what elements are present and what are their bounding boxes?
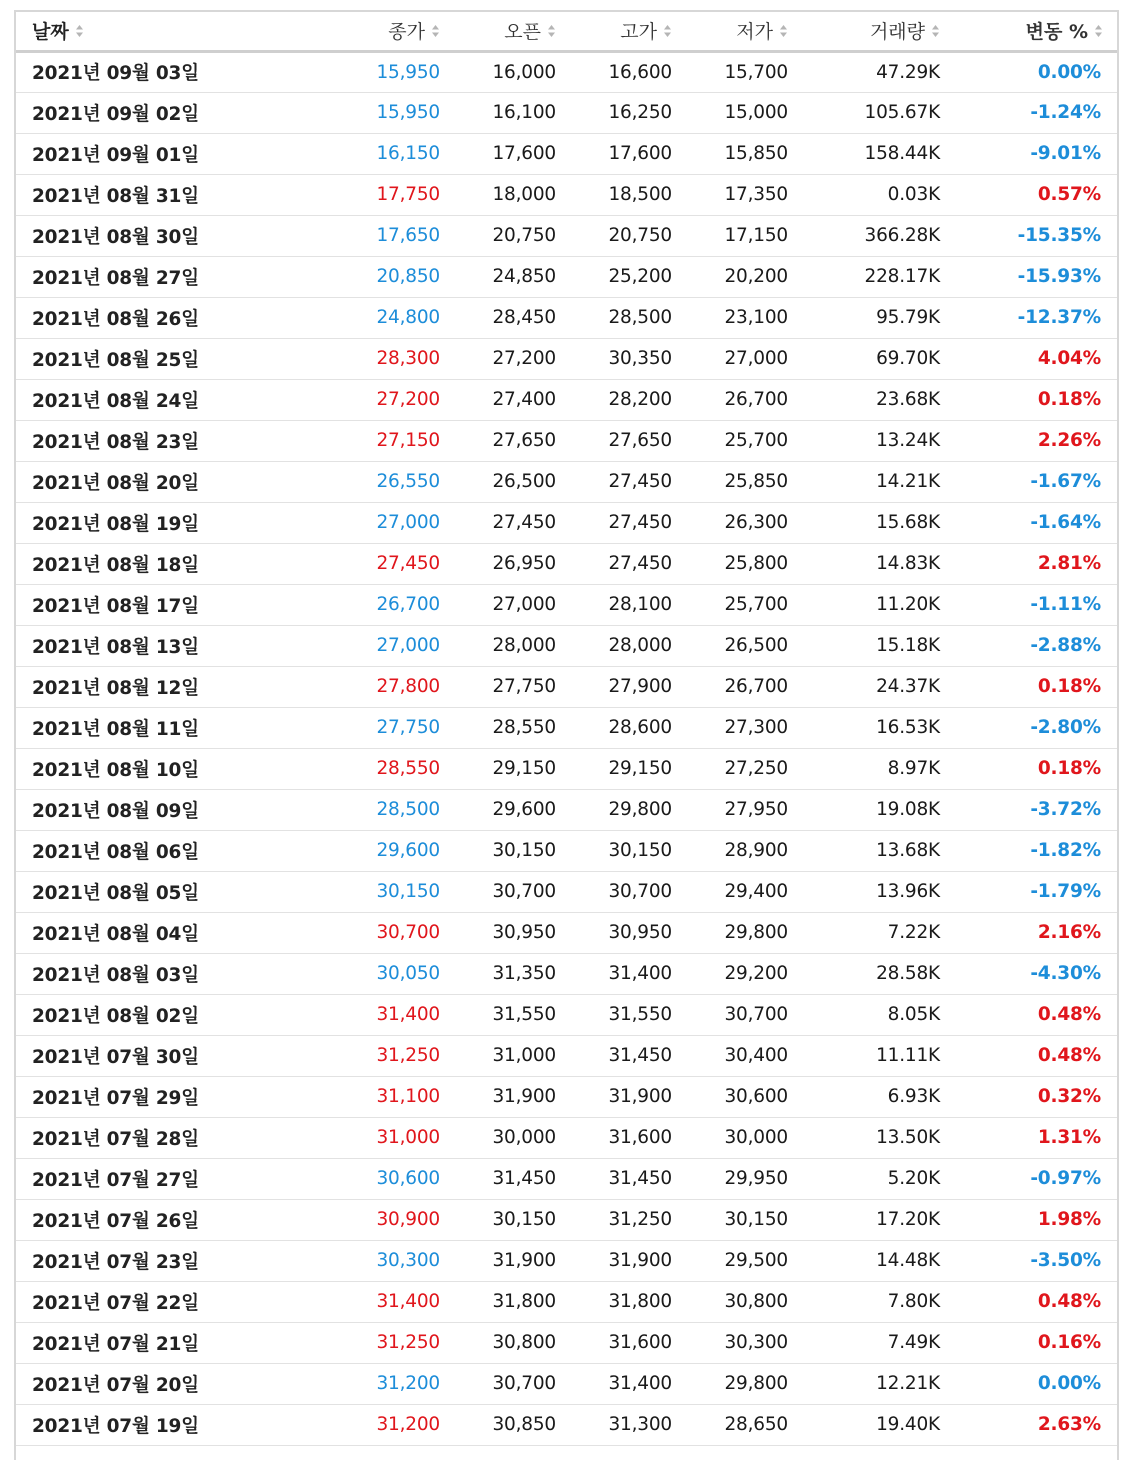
cell-change: -1.67% [940, 461, 1117, 502]
cell-change: 0.18% [940, 379, 1117, 420]
cell-low: 29,400 [672, 871, 788, 912]
cell-low: 29,950 [672, 1158, 788, 1199]
cell-date: 2021년 09월 03일 [16, 51, 336, 92]
cell-low: 15,000 [672, 92, 788, 133]
cell-low: 17,150 [672, 215, 788, 256]
cell-open: 20,750 [440, 215, 556, 256]
cell-open: 26,500 [440, 461, 556, 502]
column-header-label: 고가 [620, 21, 657, 44]
table-row [16, 1281, 1117, 1322]
cell-open: 27,450 [440, 502, 556, 543]
cell-low: 26,700 [672, 379, 788, 420]
cell-date: 2021년 08월 10일 [16, 748, 336, 789]
cell-close: 30,300 [336, 1240, 440, 1281]
cell-open: 27,400 [440, 379, 556, 420]
cell-change: 4.04% [940, 338, 1117, 379]
cell-high: 31,600 [556, 1322, 672, 1363]
cell-low: 29,500 [672, 1240, 788, 1281]
column-header-label: 거래량 [869, 21, 925, 44]
cell-high: 27,450 [556, 502, 672, 543]
column-header-low[interactable] [672, 12, 788, 51]
cell-open: 17,600 [440, 133, 556, 174]
cell-low: 30,600 [672, 1076, 788, 1117]
cell-close: 15,950 [336, 92, 440, 133]
cell-open: 29,600 [440, 789, 556, 830]
cell-change: -4.30% [940, 953, 1117, 994]
cell-high: 28,000 [556, 625, 672, 666]
cell-high: 31,800 [556, 1281, 672, 1322]
cell-change: 0.48% [940, 1035, 1117, 1076]
cell-open: 30,850 [440, 1404, 556, 1445]
cell-date: 2021년 07월 27일 [16, 1158, 336, 1199]
table-row [16, 297, 1117, 338]
table-header-row [16, 12, 1117, 51]
cell-low: 30,000 [672, 1117, 788, 1158]
historical-data-table-container [14, 10, 1119, 1460]
cell-date: 2021년 08월 31일 [16, 174, 336, 215]
cell-close: 31,000 [336, 1117, 440, 1158]
cell-change: 1.31% [940, 1117, 1117, 1158]
cell-date: 2021년 08월 18일 [16, 543, 336, 584]
cell-change: -15.93% [940, 256, 1117, 297]
cell-open: 28,450 [440, 297, 556, 338]
cell-date: 2021년 08월 09일 [16, 789, 336, 830]
cell-open: 16,000 [440, 51, 556, 92]
cell-change: -1.82% [940, 830, 1117, 871]
cell-low: 28,650 [672, 1404, 788, 1445]
cell-high: 28,200 [556, 379, 672, 420]
cell-close: 27,000 [336, 625, 440, 666]
cell-volume: 5.20K [788, 1158, 940, 1199]
cell-high: 20,750 [556, 215, 672, 256]
cell-low: 27,250 [672, 748, 788, 789]
historical-data-table [16, 12, 1117, 1446]
cell-high: 27,450 [556, 461, 672, 502]
cell-open: 26,950 [440, 543, 556, 584]
cell-low: 27,300 [672, 707, 788, 748]
cell-volume: 366.28K [788, 215, 940, 256]
cell-date: 2021년 08월 03일 [16, 953, 336, 994]
cell-close: 28,550 [336, 748, 440, 789]
cell-volume: 0.03K [788, 174, 940, 215]
cell-open: 30,800 [440, 1322, 556, 1363]
cell-date: 2021년 08월 05일 [16, 871, 336, 912]
column-header-label: 변동 % [1025, 21, 1088, 44]
cell-high: 16,600 [556, 51, 672, 92]
table-row [16, 1117, 1117, 1158]
cell-close: 29,600 [336, 830, 440, 871]
table-row [16, 1322, 1117, 1363]
table-row [16, 215, 1117, 256]
cell-change: -2.88% [940, 625, 1117, 666]
cell-high: 31,400 [556, 953, 672, 994]
cell-volume: 47.29K [788, 51, 940, 92]
cell-open: 30,150 [440, 1199, 556, 1240]
cell-close: 30,700 [336, 912, 440, 953]
table-row [16, 666, 1117, 707]
table-row [16, 92, 1117, 133]
cell-volume: 15.18K [788, 625, 940, 666]
cell-high: 29,800 [556, 789, 672, 830]
cell-volume: 24.37K [788, 666, 940, 707]
cell-open: 27,000 [440, 584, 556, 625]
cell-volume: 16.53K [788, 707, 940, 748]
column-header-label: 저가 [736, 21, 773, 44]
cell-high: 27,650 [556, 420, 672, 461]
cell-close: 30,050 [336, 953, 440, 994]
cell-volume: 7.22K [788, 912, 940, 953]
cell-open: 30,700 [440, 871, 556, 912]
cell-volume: 228.17K [788, 256, 940, 297]
cell-date: 2021년 08월 11일 [16, 707, 336, 748]
cell-volume: 12.21K [788, 1363, 940, 1404]
sort-icon[interactable] [663, 24, 672, 38]
cell-date: 2021년 08월 04일 [16, 912, 336, 953]
cell-high: 31,450 [556, 1035, 672, 1076]
cell-change: 0.57% [940, 174, 1117, 215]
cell-close: 27,200 [336, 379, 440, 420]
table-row [16, 994, 1117, 1035]
cell-volume: 69.70K [788, 338, 940, 379]
cell-low: 17,350 [672, 174, 788, 215]
cell-high: 31,900 [556, 1076, 672, 1117]
cell-date: 2021년 07월 26일 [16, 1199, 336, 1240]
cell-date: 2021년 08월 26일 [16, 297, 336, 338]
cell-open: 28,550 [440, 707, 556, 748]
cell-open: 30,950 [440, 912, 556, 953]
cell-high: 31,900 [556, 1240, 672, 1281]
sort-icon[interactable] [75, 24, 84, 38]
cell-date: 2021년 07월 29일 [16, 1076, 336, 1117]
cell-change: 0.18% [940, 748, 1117, 789]
cell-change: 2.16% [940, 912, 1117, 953]
cell-open: 31,550 [440, 994, 556, 1035]
cell-volume: 8.97K [788, 748, 940, 789]
cell-volume: 105.67K [788, 92, 940, 133]
table-row [16, 625, 1117, 666]
cell-change: 2.63% [940, 1404, 1117, 1445]
sort-icon[interactable] [779, 24, 788, 38]
cell-close: 27,150 [336, 420, 440, 461]
cell-close: 24,800 [336, 297, 440, 338]
column-header-volume[interactable] [788, 12, 940, 51]
cell-volume: 23.68K [788, 379, 940, 420]
cell-date: 2021년 07월 30일 [16, 1035, 336, 1076]
table-row [16, 1404, 1117, 1445]
cell-low: 25,700 [672, 584, 788, 625]
cell-change: -2.80% [940, 707, 1117, 748]
cell-close: 17,750 [336, 174, 440, 215]
cell-volume: 158.44K [788, 133, 940, 174]
cell-change: 0.32% [940, 1076, 1117, 1117]
table-row [16, 1035, 1117, 1076]
cell-volume: 14.48K [788, 1240, 940, 1281]
cell-low: 29,800 [672, 1363, 788, 1404]
cell-open: 16,100 [440, 92, 556, 133]
cell-date: 2021년 07월 20일 [16, 1363, 336, 1404]
table-row [16, 502, 1117, 543]
cell-high: 16,250 [556, 92, 672, 133]
cell-open: 28,000 [440, 625, 556, 666]
cell-low: 15,700 [672, 51, 788, 92]
cell-close: 30,150 [336, 871, 440, 912]
cell-close: 30,600 [336, 1158, 440, 1199]
table-row [16, 1363, 1117, 1404]
cell-volume: 11.20K [788, 584, 940, 625]
cell-high: 31,550 [556, 994, 672, 1035]
cell-low: 30,800 [672, 1281, 788, 1322]
table-row [16, 584, 1117, 625]
cell-open: 30,150 [440, 830, 556, 871]
cell-open: 31,800 [440, 1281, 556, 1322]
cell-change: -1.11% [940, 584, 1117, 625]
cell-high: 28,100 [556, 584, 672, 625]
cell-close: 17,650 [336, 215, 440, 256]
cell-close: 30,900 [336, 1199, 440, 1240]
cell-volume: 13.50K [788, 1117, 940, 1158]
cell-low: 26,700 [672, 666, 788, 707]
cell-low: 25,800 [672, 543, 788, 584]
sort-icon[interactable] [1094, 24, 1103, 38]
cell-change: -1.24% [940, 92, 1117, 133]
cell-open: 30,700 [440, 1363, 556, 1404]
cell-volume: 13.68K [788, 830, 940, 871]
cell-close: 31,100 [336, 1076, 440, 1117]
cell-date: 2021년 08월 27일 [16, 256, 336, 297]
cell-low: 27,950 [672, 789, 788, 830]
sort-icon[interactable] [431, 24, 440, 38]
cell-close: 31,200 [336, 1363, 440, 1404]
cell-volume: 8.05K [788, 994, 940, 1035]
cell-date: 2021년 08월 30일 [16, 215, 336, 256]
cell-open: 31,000 [440, 1035, 556, 1076]
cell-high: 29,150 [556, 748, 672, 789]
cell-date: 2021년 08월 20일 [16, 461, 336, 502]
cell-volume: 19.08K [788, 789, 940, 830]
cell-volume: 95.79K [788, 297, 940, 338]
cell-high: 27,900 [556, 666, 672, 707]
cell-high: 17,600 [556, 133, 672, 174]
sort-icon[interactable] [931, 24, 940, 38]
cell-low: 28,900 [672, 830, 788, 871]
cell-change: 0.16% [940, 1322, 1117, 1363]
cell-close: 27,800 [336, 666, 440, 707]
cell-change: 0.48% [940, 994, 1117, 1035]
table-row [16, 953, 1117, 994]
table-row [16, 133, 1117, 174]
cell-low: 20,200 [672, 256, 788, 297]
cell-volume: 13.96K [788, 871, 940, 912]
cell-low: 30,150 [672, 1199, 788, 1240]
cell-open: 30,000 [440, 1117, 556, 1158]
table-row [16, 420, 1117, 461]
cell-date: 2021년 08월 06일 [16, 830, 336, 871]
cell-high: 30,350 [556, 338, 672, 379]
cell-open: 31,900 [440, 1240, 556, 1281]
cell-volume: 14.83K [788, 543, 940, 584]
cell-low: 27,000 [672, 338, 788, 379]
cell-volume: 14.21K [788, 461, 940, 502]
cell-date: 2021년 08월 12일 [16, 666, 336, 707]
cell-date: 2021년 08월 13일 [16, 625, 336, 666]
cell-change: -3.72% [940, 789, 1117, 830]
table-row [16, 748, 1117, 789]
cell-close: 28,300 [336, 338, 440, 379]
cell-close: 27,000 [336, 502, 440, 543]
cell-close: 20,850 [336, 256, 440, 297]
cell-low: 29,200 [672, 953, 788, 994]
cell-low: 15,850 [672, 133, 788, 174]
cell-change: -15.35% [940, 215, 1117, 256]
cell-high: 28,500 [556, 297, 672, 338]
cell-close: 15,950 [336, 51, 440, 92]
table-row [16, 174, 1117, 215]
cell-date: 2021년 08월 24일 [16, 379, 336, 420]
cell-change: -12.37% [940, 297, 1117, 338]
cell-low: 30,300 [672, 1322, 788, 1363]
cell-open: 31,450 [440, 1158, 556, 1199]
cell-high: 31,450 [556, 1158, 672, 1199]
cell-open: 27,750 [440, 666, 556, 707]
cell-date: 2021년 09월 02일 [16, 92, 336, 133]
cell-high: 30,950 [556, 912, 672, 953]
cell-change: 0.00% [940, 1363, 1117, 1404]
table-row [16, 379, 1117, 420]
table-row [16, 256, 1117, 297]
cell-high: 28,600 [556, 707, 672, 748]
cell-date: 2021년 08월 25일 [16, 338, 336, 379]
table-row [16, 338, 1117, 379]
cell-change: -3.50% [940, 1240, 1117, 1281]
cell-low: 30,400 [672, 1035, 788, 1076]
column-header-open[interactable] [440, 12, 556, 51]
sort-icon[interactable] [547, 24, 556, 38]
cell-close: 26,550 [336, 461, 440, 502]
cell-low: 26,300 [672, 502, 788, 543]
cell-close: 16,150 [336, 133, 440, 174]
table-row [16, 1199, 1117, 1240]
cell-high: 18,500 [556, 174, 672, 215]
table-row [16, 830, 1117, 871]
table-row [16, 1076, 1117, 1117]
cell-volume: 28.58K [788, 953, 940, 994]
cell-close: 31,200 [336, 1404, 440, 1445]
table-row [16, 51, 1117, 92]
cell-volume: 19.40K [788, 1404, 940, 1445]
cell-change: -1.64% [940, 502, 1117, 543]
table-row [16, 707, 1117, 748]
cell-low: 26,500 [672, 625, 788, 666]
column-header-high[interactable] [556, 12, 672, 51]
column-header-label: 오픈 [504, 21, 541, 44]
cell-volume: 13.24K [788, 420, 940, 461]
table-row [16, 543, 1117, 584]
cell-change: 1.98% [940, 1199, 1117, 1240]
cell-date: 2021년 07월 19일 [16, 1404, 336, 1445]
cell-date: 2021년 07월 28일 [16, 1117, 336, 1158]
cell-open: 27,200 [440, 338, 556, 379]
cell-change: -9.01% [940, 133, 1117, 174]
cell-close: 28,500 [336, 789, 440, 830]
cell-open: 29,150 [440, 748, 556, 789]
cell-low: 30,700 [672, 994, 788, 1035]
cell-volume: 11.11K [788, 1035, 940, 1076]
cell-high: 25,200 [556, 256, 672, 297]
table-row [16, 461, 1117, 502]
cell-open: 24,850 [440, 256, 556, 297]
cell-volume: 7.80K [788, 1281, 940, 1322]
cell-low: 23,100 [672, 297, 788, 338]
table-row [16, 1240, 1117, 1281]
cell-date: 2021년 08월 19일 [16, 502, 336, 543]
table-body [16, 51, 1117, 1445]
cell-change: 2.81% [940, 543, 1117, 584]
cell-date: 2021년 08월 02일 [16, 994, 336, 1035]
cell-high: 31,300 [556, 1404, 672, 1445]
column-header-label: 종가 [388, 21, 425, 44]
cell-date: 2021년 08월 17일 [16, 584, 336, 625]
cell-low: 29,800 [672, 912, 788, 953]
cell-date: 2021년 07월 22일 [16, 1281, 336, 1322]
cell-open: 27,650 [440, 420, 556, 461]
cell-change: 0.48% [940, 1281, 1117, 1322]
cell-change: 2.26% [940, 420, 1117, 461]
cell-low: 25,850 [672, 461, 788, 502]
cell-high: 30,150 [556, 830, 672, 871]
table-row [16, 871, 1117, 912]
cell-open: 31,350 [440, 953, 556, 994]
column-header-change[interactable] [940, 12, 1117, 51]
cell-open: 31,900 [440, 1076, 556, 1117]
cell-close: 31,400 [336, 994, 440, 1035]
cell-open: 18,000 [440, 174, 556, 215]
cell-change: -0.97% [940, 1158, 1117, 1199]
cell-volume: 7.49K [788, 1322, 940, 1363]
cell-close: 31,400 [336, 1281, 440, 1322]
table-row [16, 1158, 1117, 1199]
cell-high: 31,600 [556, 1117, 672, 1158]
cell-low: 25,700 [672, 420, 788, 461]
column-header-label: 날짜 [32, 21, 69, 44]
cell-volume: 6.93K [788, 1076, 940, 1117]
column-header-close[interactable] [336, 12, 440, 51]
cell-high: 30,700 [556, 871, 672, 912]
table-row [16, 789, 1117, 830]
cell-date: 2021년 09월 01일 [16, 133, 336, 174]
cell-high: 31,400 [556, 1363, 672, 1404]
cell-volume: 17.20K [788, 1199, 940, 1240]
cell-close: 26,700 [336, 584, 440, 625]
cell-close: 27,750 [336, 707, 440, 748]
cell-date: 2021년 07월 21일 [16, 1322, 336, 1363]
cell-close: 27,450 [336, 543, 440, 584]
cell-close: 31,250 [336, 1322, 440, 1363]
cell-close: 31,250 [336, 1035, 440, 1076]
cell-change: 0.18% [940, 666, 1117, 707]
cell-change: 0.00% [940, 51, 1117, 92]
table-row [16, 912, 1117, 953]
cell-volume: 15.68K [788, 502, 940, 543]
column-header-date[interactable] [16, 12, 336, 51]
cell-high: 27,450 [556, 543, 672, 584]
cell-high: 31,250 [556, 1199, 672, 1240]
cell-change: -1.79% [940, 871, 1117, 912]
cell-date: 2021년 07월 23일 [16, 1240, 336, 1281]
cell-date: 2021년 08월 23일 [16, 420, 336, 461]
